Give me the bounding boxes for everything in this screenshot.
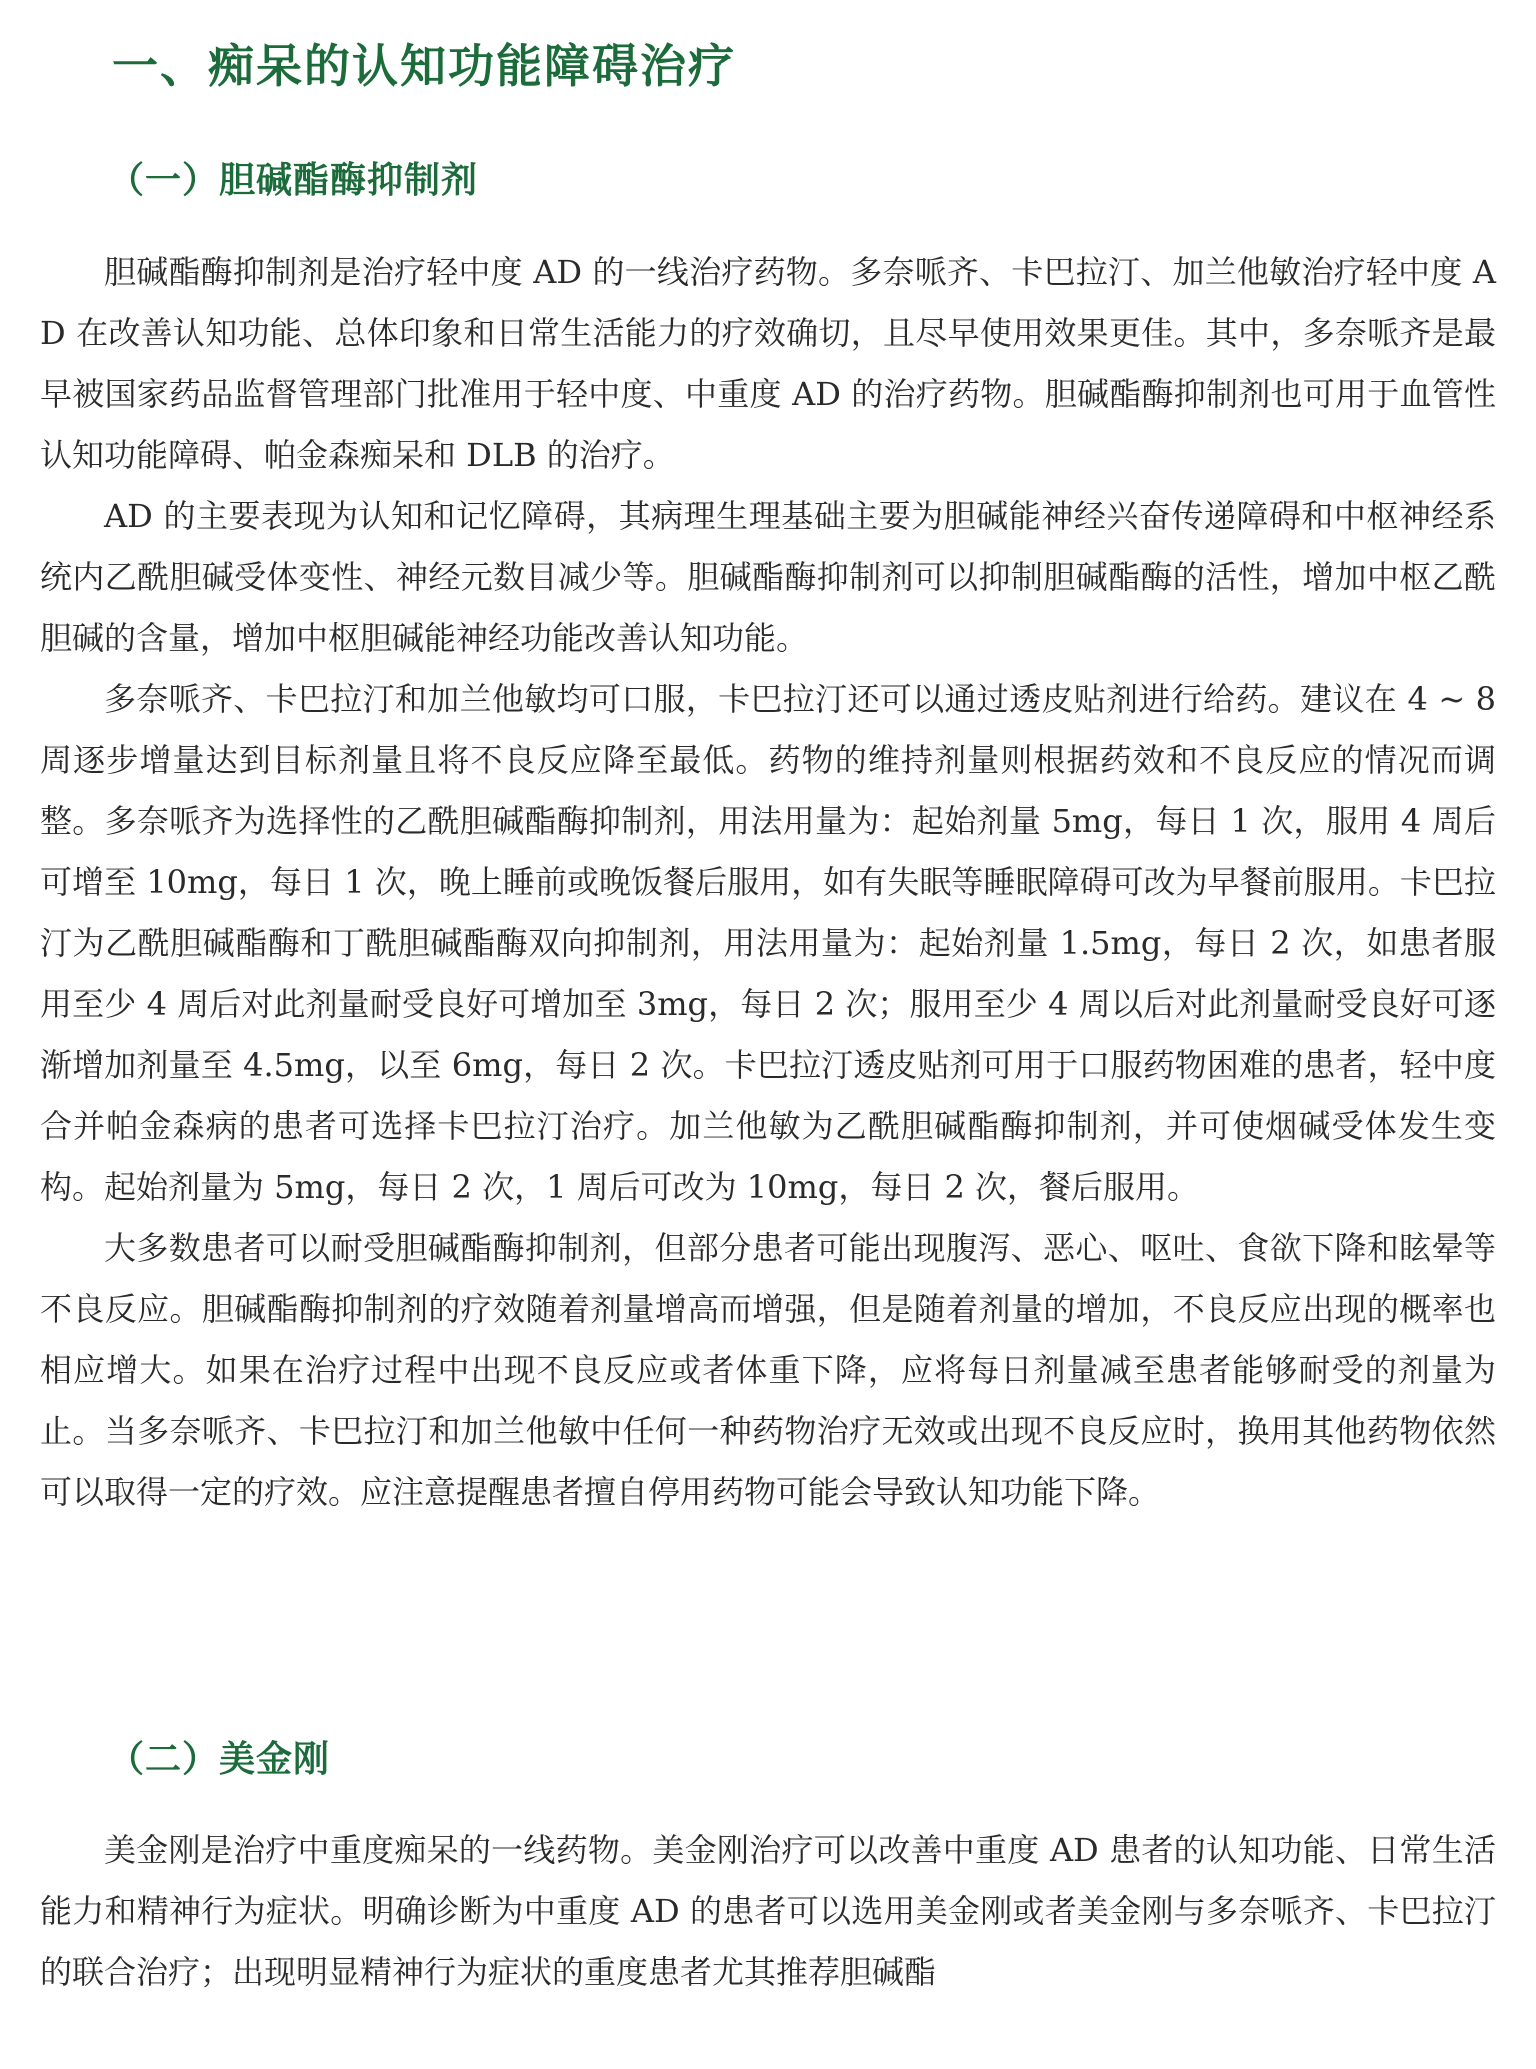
chapter-heading: 一、痴呆的认知功能障碍治疗 xyxy=(112,39,736,93)
section-title-cholinesterase-inhibitors: （一）胆碱酯酶抑制剂 xyxy=(108,160,479,201)
paragraph: 多奈哌齐、卡巴拉汀和加兰他敏均可口服，卡巴拉汀还可以通过透皮贴剂进行给药。建议在 4 ~ 8 周逐步增量达到目标剂量且将不良反应降至最低。药物的维持剂量则根据药效和不良反应的情况而调整。多奈哌齐为选择性的乙酰胆碱酯酶抑制剂，用法用量为：起始剂量 5mg，每日 1 次，服用 4 周后可增至 10mg，每日 1 次，晚上睡前或晚饭餐后服用，如有失眠等睡眠障碍可改为早餐前服用。卡巴拉汀为乙酰胆碱酯酶和丁酰胆碱酯酶双向抑制剂，用法用量为：起始剂量 1.5mg，每日 2 次，如患者服用至少 4 周后对此剂量耐受良好可增加至 3mg，每日 2 次；服用至少 4 周以后对此剂量耐受良好可逐渐增加剂量至 4.5mg，以至 6mg，每日 2 次。卡巴拉汀透皮贴剂可用于口服药物困难的患者，轻中度合并帕金森病的患者可选择卡巴拉汀治疗。加兰他敏为乙酰胆碱酯酶抑制剂，并可使烟碱受体发生变构。起始剂量为 5mg，每日 2 次，1 周后可改为 10mg，每日 2 次，餐后服用。 xyxy=(40,680,1496,1206)
section-body-cholinesterase-inhibitors xyxy=(40,242,1496,1523)
paragraph: 胆碱酯酶抑制剂是治疗轻中度 AD 的一线治疗药物。多奈哌齐、卡巴拉汀、加兰他敏治疗轻中度 AD 在改善认知功能、总体印象和日常生活能力的疗效确切，且尽早使用效果更佳。其中，多奈哌齐是最早被国家药品监督管理部门批准用于轻中度、中重度 AD 的治疗药物。胆碱酯酶抑制剂也可用于血管性认知功能障碍、帕金森痴呆和 DLB 的治疗。 xyxy=(40,253,1496,474)
section-title-memantine: （二）美金刚 xyxy=(108,1739,331,1780)
paragraph: AD 的主要表现为认知和记忆障碍，其病理生理基础主要为胆碱能神经兴奋传递障碍和中枢神经系统内乙酰胆碱受体变性、神经元数目减少等。胆碱酯酶抑制剂可以抑制胆碱酯酶的活性，增加中枢乙酰胆碱的含量，增加中枢胆碱能神经功能改善认知功能。 xyxy=(40,497,1496,657)
paragraph: 大多数患者可以耐受胆碱酯酶抑制剂，但部分患者可能出现腹泻、恶心、呕吐、食欲下降和眩晕等不良反应。胆碱酯酶抑制剂的疗效随着剂量增高而增强，但是随着剂量的增加，不良反应出现的概率也相应增大。如果在治疗过程中出现不良反应或者体重下降，应将每日剂量减至患者能够耐受的剂量为止。当多奈哌齐、卡巴拉汀和加兰他敏中任何一种药物治疗无效或出现不良反应时，换用其他药物依然可以取得一定的疗效。应注意提醒患者擅自停用药物可能会导致认知功能下降。 xyxy=(40,1229,1496,1511)
section-body-memantine xyxy=(40,1820,1496,2003)
paragraph: 美金刚是治疗中重度痴呆的一线药物。美金刚治疗可以改善中重度 AD 患者的认知功能、日常生活能力和精神行为症状。明确诊断为中重度 AD 的患者可以选用美金刚或者美金刚与多奈哌齐、卡巴拉汀的联合治疗；出现明显精神行为症状的重度患者尤其推荐胆碱酯 xyxy=(40,1831,1496,1991)
